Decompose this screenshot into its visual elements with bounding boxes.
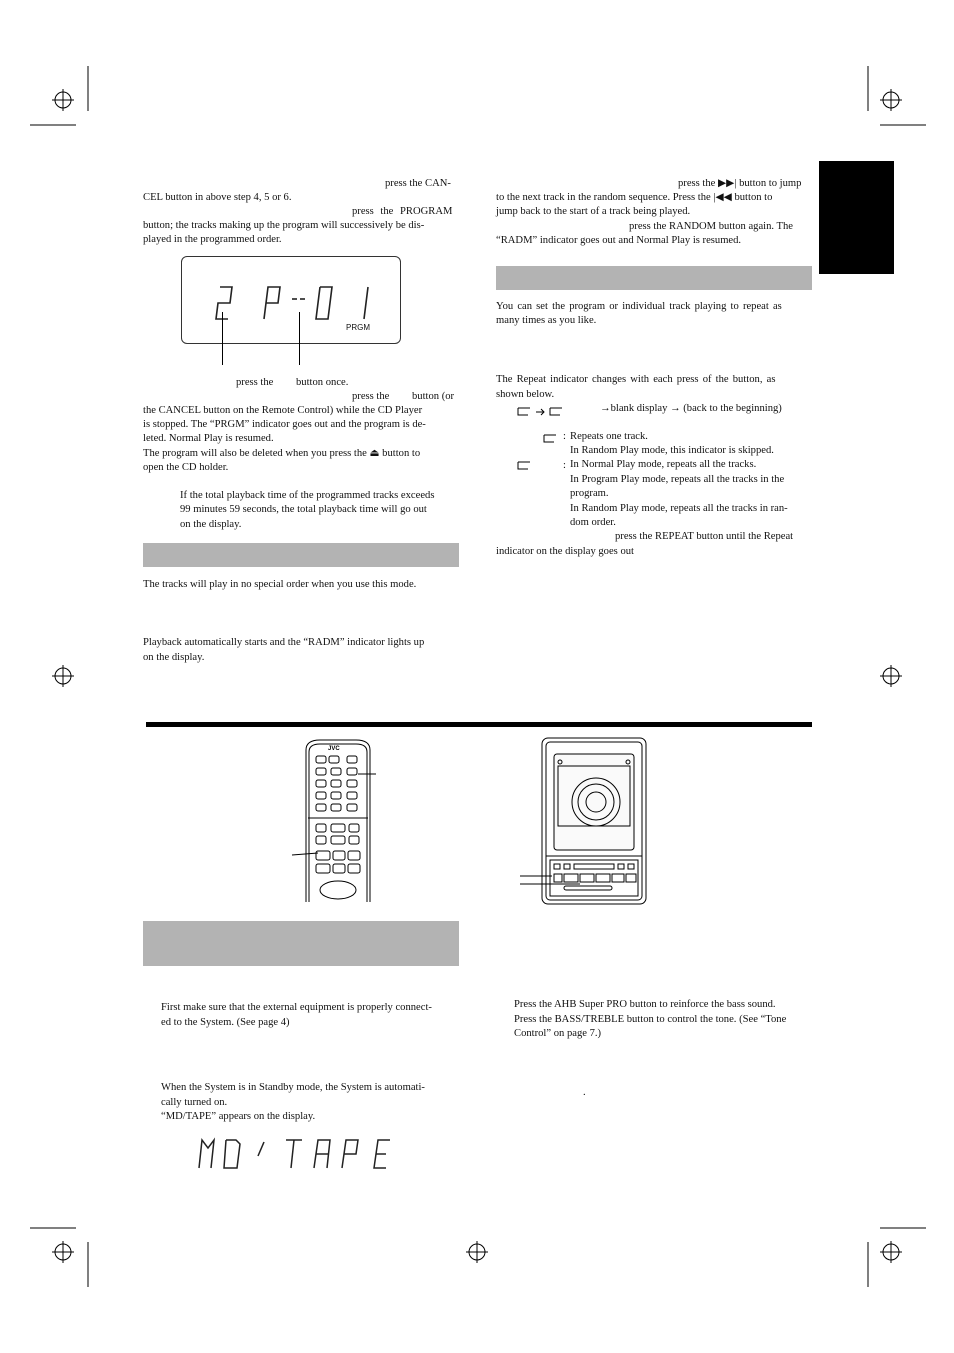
repeat-sequence-text: →blank display → (back to the beginning) [600, 403, 782, 414]
left-para2-line7: open the CD holder. [143, 462, 229, 473]
left-para2-line2a: press the [352, 391, 390, 402]
cancel-line2: indicator on the display goes out [496, 546, 634, 557]
left-para1-line5: played in the programmed order. [143, 234, 282, 245]
repeat-one-legend-icon [544, 435, 556, 442]
md-tape-display [196, 1134, 400, 1174]
repeat-change2: shown below. [496, 389, 555, 400]
left-para2-line1a: press the [236, 377, 274, 388]
left-para1-line2: CEL button in above step 4, 5 or 6. [143, 192, 292, 203]
repall-line5: dom order. [570, 517, 616, 528]
right-r1-line5: “RADM” indicator goes out and Normal Play is resumed. [496, 235, 742, 246]
random-intro: The tracks will play in no special order when you use this mode. [143, 579, 417, 590]
repeat-change1: The Repeat indicator changes with each press of the button, as [496, 374, 776, 385]
repall-line4: In Random Play mode, repeats all the tracks in ran- [570, 503, 788, 514]
repeat-header-bar [496, 266, 812, 290]
note-line2: 99 minutes 59 seconds, the total playback time will go out [180, 504, 427, 515]
step2-line3: “MD/TAPE” appears on the display. [161, 1111, 316, 1122]
repall-line1: In Normal Play mode, repeats all the tracks. [570, 459, 757, 470]
ahb-line3: Control” on page 7.) [514, 1028, 602, 1039]
ahb-line2: Press the BASS/TREBLE button to control the tone. (See “Tone [514, 1014, 787, 1025]
step1-line2: ed to the System. (See page 4) [161, 1017, 290, 1028]
note-line1: If the total playback time of the programmed tracks exceeds [180, 490, 435, 501]
colon-2: : [563, 460, 566, 471]
remote-control-illustration [290, 738, 400, 906]
rep1-line1: Repeats one track. [570, 431, 648, 442]
right-r1-line2: to the next track in the random sequence. Press the |◀◀ button to [496, 192, 773, 203]
left-para1-line3: press the PROGRAM [352, 206, 453, 217]
language-tab [819, 161, 894, 274]
step2-line2: cally turned on. [161, 1097, 228, 1108]
callout-line-track [222, 312, 223, 365]
left-para1-line1: press the CAN- [385, 178, 451, 189]
cancel-line1: press the REPEAT button until the Repeat [615, 531, 794, 542]
md-tape-display-text: MD/TAPE [196, 1134, 201, 1135]
stray-dot: . [583, 1087, 586, 1098]
right-r1-line3: jump back to the start of a track being played. [496, 206, 691, 217]
left-para2-line1b: button once. [296, 377, 349, 388]
external-equipment-header-bar [143, 921, 459, 966]
left-para2-line3: the CANCEL button on the Remote Control) while the CD Player [143, 405, 423, 416]
left-para2-line6: The program will also be deleted when you press the ⏏ button to [143, 448, 421, 459]
random-line1: Playback automatically starts and the “RADM” indicator lights up [143, 637, 425, 648]
prgm-indicator: PRGM [346, 323, 370, 332]
left-para2-line4: is stopped. The “PRGM” indicator goes out and the program is de- [143, 419, 426, 430]
right-r1-line4: press the RANDOM button again. The [629, 221, 793, 232]
rep1-line2: In Random Play mode, this indicator is skipped. [570, 445, 774, 456]
note-line3: on the display. [180, 519, 242, 530]
remote-brand: JVC [328, 746, 340, 752]
left-para2-line2b: button (or [412, 391, 455, 402]
repeat-one-icon [518, 408, 530, 415]
repeat-all-legend-icon [515, 459, 535, 473]
left-para2-line5: leted. Normal Play is resumed. [143, 433, 274, 444]
callout-line-step [299, 312, 300, 365]
colon-1: : [563, 431, 566, 442]
repall-line3: program. [570, 488, 609, 499]
program-display [181, 256, 401, 344]
repeat-intro2: many times as you like. [496, 315, 597, 326]
section-divider [146, 722, 812, 727]
right-r1-line1: press the ▶▶| button to jump [678, 178, 802, 189]
random-line2: on the display. [143, 652, 205, 663]
step2-line1: When the System is in Standby mode, the System is automati- [161, 1082, 425, 1093]
left-para1-line4: button; the tracks making up the program will successively be dis- [143, 220, 425, 231]
main-unit-illustration [520, 736, 660, 908]
repeat-all-icon [550, 408, 562, 415]
arrow-right-icon [536, 409, 544, 415]
repeat-intro1: You can set the program or individual track playing to repeat as [496, 301, 782, 312]
repeat-sequence-icons [514, 404, 594, 420]
repall-line2: In Program Play mode, repeats all the tracks in the [570, 474, 785, 485]
random-play-header-bar [143, 543, 459, 567]
step1-line1: First make sure that the external equipment is properly connect- [161, 1002, 432, 1013]
ahb-line1: Press the AHB Super PRO button to reinforce the bass sound. [514, 999, 776, 1010]
